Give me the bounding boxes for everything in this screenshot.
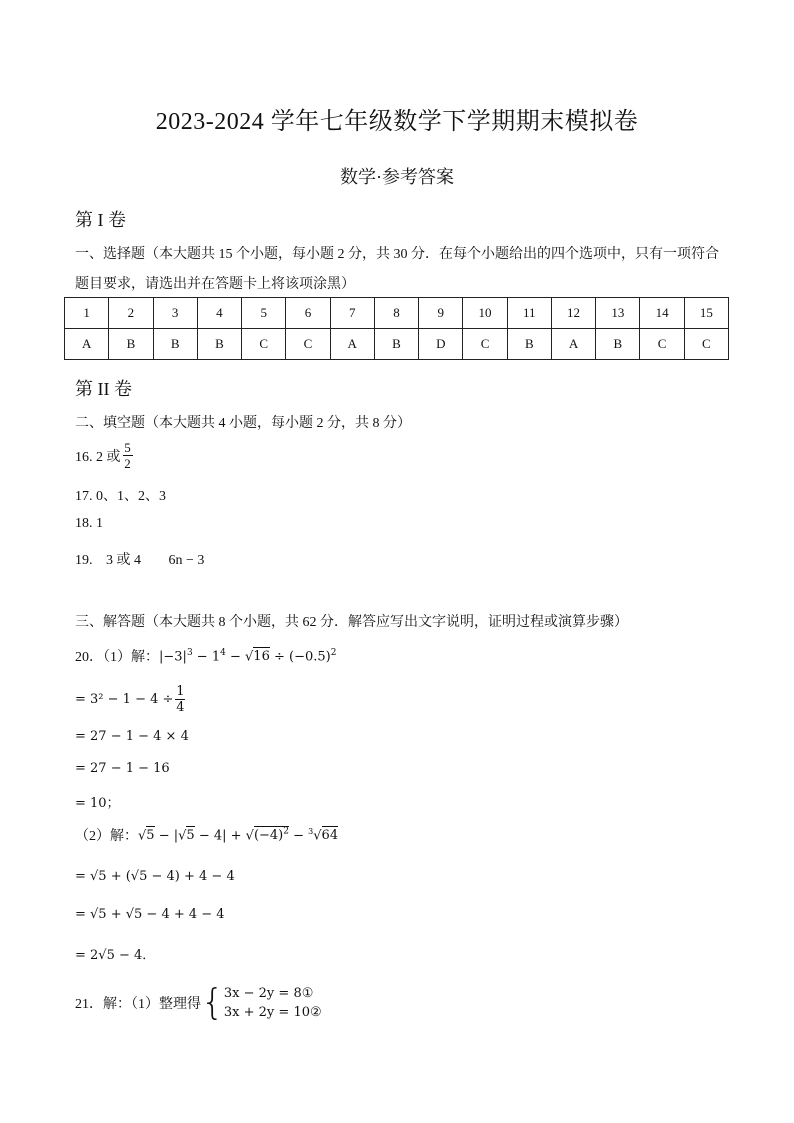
question-number-cell: 2 xyxy=(109,298,153,329)
answer-choice-cell: B xyxy=(197,329,241,360)
volume-one-heading: 第 I 卷 xyxy=(75,210,126,230)
section-two-heading: 二、填空题（本大题共 4 小题，每小题 2 分，共 8 分） xyxy=(75,416,411,431)
answer-20-part2-step2: = √5 + √5 − 4 + 4 − 4 xyxy=(75,907,225,922)
answer-20-part1-step2: = 27 − 1 − 4 × 4 xyxy=(75,729,189,744)
fraction-denominator: 4 xyxy=(176,700,185,715)
answer-21-label: 21．解：（1）整理得 xyxy=(75,997,201,1012)
equation-system-brace: { xyxy=(201,982,224,1023)
answer-20-part1-step4: = 10； xyxy=(75,796,120,811)
question-number-cell: 11 xyxy=(507,298,551,329)
answer-choice-cell: B xyxy=(507,329,551,360)
answer-19 xyxy=(75,549,204,569)
question-number-cell: 1 xyxy=(65,298,109,329)
section-one-instructions-line2: 题目要求，请选出并在答题卡上将该项涂黑） xyxy=(75,277,355,292)
page-subtitle: 数学·参考答案 xyxy=(340,167,454,187)
step-fraction xyxy=(175,684,185,715)
question-number-cell: 4 xyxy=(197,298,241,329)
question-number-cell: 8 xyxy=(374,298,418,329)
answer-choice-cell: B xyxy=(596,329,640,360)
answer-19-part-a: 3 或 4 xyxy=(106,553,141,568)
volume-two-heading: 第 II 卷 xyxy=(75,379,132,399)
answer-20-part1-header xyxy=(75,646,336,666)
answer-16-prefix: 16. 2 或 xyxy=(75,449,121,465)
answer-choice-cell: C xyxy=(242,329,286,360)
equation-system xyxy=(224,984,322,1022)
section-three-heading: 三、解答题（本大题共 8 个小题，共 62 分．解答应写出文字说明，证明过程或演算步骤） xyxy=(75,615,628,630)
step-expression: = 3² − 1 − 4 ÷ xyxy=(75,692,174,707)
question-number-cell: 10 xyxy=(463,298,507,329)
answer-20-label: 20．（1）解： xyxy=(75,650,159,665)
answer-20-part1-step1 xyxy=(75,684,185,715)
answer-20-part1-expression: $|-3|^3 - 1^4 - √16 \div (-0.5)^2$ xyxy=(159,647,337,665)
question-number-cell: 13 xyxy=(596,298,640,329)
answer-19-label: 19. xyxy=(75,553,93,568)
answer-choice-cell: C xyxy=(463,329,507,360)
answer-choice-cell: A xyxy=(65,329,109,360)
answer-choice-cell: B xyxy=(374,329,418,360)
fraction-numerator: 1 xyxy=(176,684,185,699)
answer-17: 17. 0、1、2、3 xyxy=(75,489,166,504)
answer-20-part2-step3: = 2√5 − 4． xyxy=(75,948,156,963)
answer-table xyxy=(64,297,729,360)
answer-choice-cell: C xyxy=(286,329,330,360)
answer-19-part-b: 6n − 3 xyxy=(168,553,205,568)
answer-choice-cell: A xyxy=(551,329,595,360)
answer-16-fraction xyxy=(123,440,133,471)
answer-table-number-row xyxy=(65,298,729,329)
question-number-cell: 3 xyxy=(153,298,197,329)
answer-20-part2-header xyxy=(75,825,338,845)
answer-choice-cell: B xyxy=(109,329,153,360)
question-number-cell: 12 xyxy=(551,298,595,329)
answer-choice-cell: C xyxy=(684,329,728,360)
answer-choice-cell: C xyxy=(640,329,684,360)
answer-20-part2-expression: $√5 - |√5 - 4| + √(-4)^2 - ^3√64$ xyxy=(138,826,339,844)
section-one-instructions-line1: 一、选择题（本大题共 15 个小题，每小题 2 分，共 30 分．在每个小题给出的四个选项中，只有一项符合 xyxy=(75,247,719,262)
equation-2: 3x + 2y = 10② xyxy=(223,1005,322,1020)
answer-table-answer-row xyxy=(65,329,729,360)
question-number-cell: 5 xyxy=(242,298,286,329)
answer-choice-cell: B xyxy=(153,329,197,360)
page-title: 2023-2024 学年七年级数学下学期期末模拟卷 xyxy=(155,109,639,135)
answer-20-part2-step1: = √5 + (√5 − 4) + 4 − 4 xyxy=(75,869,235,884)
answer-16 xyxy=(75,440,133,471)
answer-20-part1-step3: = 27 − 1 − 16 xyxy=(75,761,170,776)
answer-20-part2-label: （2）解： xyxy=(75,829,138,844)
answer-18: 18. 1 xyxy=(75,516,103,531)
question-number-cell: 7 xyxy=(330,298,374,329)
answer-21 xyxy=(75,984,322,1022)
fraction-numerator: 5 xyxy=(124,440,131,455)
equation-1: 3x − 2y = 8① xyxy=(223,986,314,1001)
question-number-cell: 15 xyxy=(684,298,728,329)
answer-choice-cell: A xyxy=(330,329,374,360)
fraction-denominator: 2 xyxy=(124,456,131,471)
question-number-cell: 9 xyxy=(419,298,463,329)
question-number-cell: 6 xyxy=(286,298,330,329)
answer-choice-cell: D xyxy=(419,329,463,360)
question-number-cell: 14 xyxy=(640,298,684,329)
